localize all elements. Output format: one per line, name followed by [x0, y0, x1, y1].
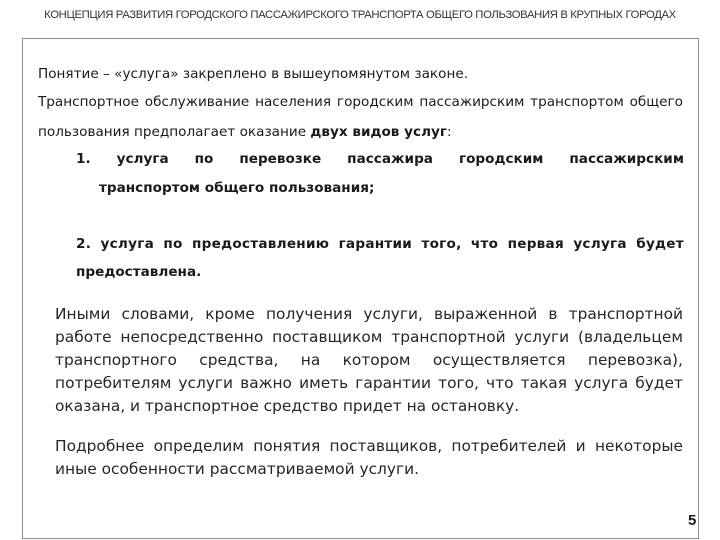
word: того,: [438, 374, 479, 392]
word: услуги: [178, 374, 234, 392]
intro-line-2: [38, 94, 683, 110]
word: перевозка),: [587, 351, 683, 369]
word: поставщиком: [272, 328, 383, 346]
word: услуги,: [363, 305, 423, 323]
word: транспортом: [530, 94, 624, 110]
word: что: [470, 236, 499, 252]
list-item-1-word: услуга: [116, 151, 169, 167]
page-number: 5: [688, 512, 697, 529]
word: пассажирским: [419, 94, 525, 110]
paragraph-2-line-1: [55, 437, 683, 455]
word: гарантии: [338, 236, 413, 252]
header-divider: [22, 38, 699, 39]
word: будет: [636, 236, 684, 252]
left-border: [22, 38, 23, 538]
word: непосредственно: [120, 328, 264, 346]
word: услуга: [574, 374, 629, 392]
word: первая: [507, 236, 564, 252]
word: услуги: [514, 328, 570, 346]
word: гарантии: [355, 374, 432, 392]
list-item-1-line-2: транспортом общего пользования;: [99, 180, 375, 196]
list-item-1-word: 1.: [76, 151, 91, 167]
word: услуга: [573, 236, 627, 252]
word: транспортной: [568, 305, 683, 323]
paragraph-1-line-3: [55, 351, 683, 369]
list-item-1-word: пассажирским: [569, 151, 684, 167]
word: кроме: [205, 305, 255, 323]
word: Транспортное: [38, 94, 139, 110]
intro-line-3-prefix: пользования предполагает оказание: [38, 124, 311, 140]
word: что: [486, 374, 514, 392]
word: транспортной: [391, 328, 506, 346]
word: потребителям: [55, 374, 172, 392]
paragraph-1-line-1: [55, 305, 683, 323]
word: средства,: [199, 351, 279, 369]
intro-line-3-bold: двух видов услуг: [310, 124, 447, 140]
word: котором: [342, 351, 411, 369]
word: на: [300, 351, 321, 369]
word: иметь: [299, 374, 349, 392]
slide-header-title: КОНЦЕПЦИЯ РАЗВИТИЯ ГОРОДСКОГО ПАССАЖИРСКОГО ТРАНСПОРТА ОБЩЕГО ПОЛЬЗОВАНИЯ В КРУПНЫХ ГОРОДАХ: [44, 9, 676, 21]
word: населения: [255, 94, 332, 110]
word: обслуживание: [144, 94, 250, 110]
list-item-2-line-2: предоставлена.: [76, 264, 202, 280]
word: такая: [520, 374, 567, 392]
list-item-1-line-1: [76, 151, 684, 167]
word: предоставлению: [192, 236, 330, 252]
right-border: [698, 38, 699, 538]
word: некоторые: [594, 437, 683, 455]
word: 2.: [76, 236, 92, 252]
bottom-border: [22, 538, 699, 539]
word: потребителей: [451, 437, 567, 455]
word: важно: [240, 374, 292, 392]
word: в: [548, 305, 558, 323]
intro-line-3: [38, 124, 452, 140]
list-item-2-line-1: [76, 236, 684, 252]
word: будет: [635, 374, 683, 392]
word: городским: [336, 94, 414, 110]
paragraph-1-line-5: оказана, и транспортное средство придет на остановку.: [55, 397, 520, 415]
intro-line-3-suffix: :: [446, 124, 452, 140]
word: определим: [153, 437, 244, 455]
list-item-1-word: пассажира: [347, 151, 433, 167]
word: Иными: [55, 305, 111, 323]
word: того,: [421, 236, 462, 252]
word: выраженной: [434, 305, 538, 323]
list-item-1-word: городским: [458, 151, 544, 167]
list-item-1-word: по: [194, 151, 214, 167]
paragraph-1-line-4: [55, 374, 683, 392]
word: словами,: [121, 305, 195, 323]
word: осуществляется: [432, 351, 566, 369]
word: работе: [55, 328, 112, 346]
intro-line-1: Понятие – «услуга» закреплено в вышеупомянутом законе.: [38, 66, 469, 82]
word: общего: [629, 94, 683, 110]
paragraph-2-line-2: иные особенности рассматриваемой услуги.: [55, 460, 419, 478]
word: Подробнее: [55, 437, 145, 455]
paragraph-1-line-2: [55, 328, 683, 346]
word: транспортного: [55, 351, 177, 369]
list-item-1-word: перевозке: [239, 151, 322, 167]
word: (владельцем: [578, 328, 683, 346]
word: по: [163, 236, 183, 252]
word: и: [575, 437, 586, 455]
word: понятия: [253, 437, 321, 455]
word: услуга: [100, 236, 155, 252]
word: получения: [265, 305, 353, 323]
word: поставщиков,: [329, 437, 443, 455]
